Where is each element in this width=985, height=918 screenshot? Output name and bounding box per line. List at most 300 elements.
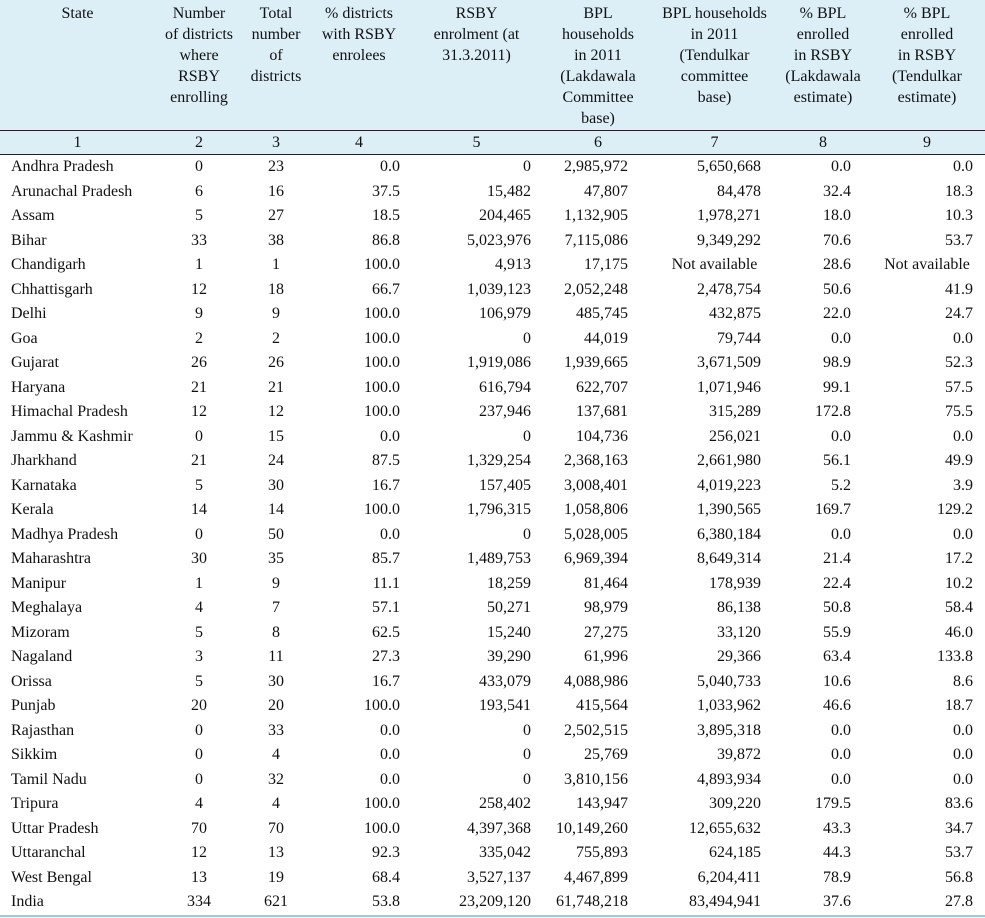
- column-header-line: number: [251, 26, 301, 43]
- table-cell: 24: [268, 452, 284, 470]
- state-name-cell: Kerala: [11, 501, 54, 519]
- table-cell: 8: [272, 623, 280, 641]
- table-cell: 5: [195, 476, 203, 494]
- table-cell: 83.6: [945, 795, 973, 813]
- table-cell: 84,478: [717, 182, 761, 200]
- table-cell: Not available: [671, 256, 758, 274]
- table-cell: 0: [523, 329, 531, 347]
- table-cell: 37.6: [777, 890, 869, 916]
- table-cell: 133.8: [937, 648, 973, 666]
- table-row: [0, 670, 985, 695]
- table-cell: 39,290: [487, 648, 531, 666]
- table-cell: 4: [272, 795, 280, 813]
- table-cell: 92.3: [372, 844, 400, 862]
- table-cell: 9,349,292: [697, 231, 761, 249]
- table-cell: 0: [195, 158, 203, 176]
- table-header: [0, 0, 985, 155]
- table-cell: 16.7: [372, 476, 400, 494]
- table-cell: 6,204,411: [697, 868, 761, 886]
- table-cell: 5: [195, 207, 203, 225]
- state-name-cell: Gujarat: [11, 354, 59, 372]
- column-number-row: [0, 131, 985, 155]
- table-cell: 29,366: [717, 648, 761, 666]
- column-header-line: % districts: [325, 5, 393, 22]
- state-name-cell: Rajasthan: [11, 721, 75, 739]
- table-cell: 70.6: [823, 231, 851, 249]
- table-cell: 61,748,218: [544, 890, 652, 916]
- table-cell: 0.0: [380, 746, 400, 764]
- table-row: [0, 621, 985, 646]
- table-cell: 2,661,980: [697, 452, 761, 470]
- table-cell: 4,913: [495, 256, 531, 274]
- table-cell: 30: [268, 672, 284, 690]
- table-cell: 50: [268, 525, 284, 543]
- table-cell: 4,397,368: [467, 819, 531, 837]
- table-cell: 32.4: [823, 182, 851, 200]
- table-cell: 5,023,976: [467, 231, 531, 249]
- table-cell: 2,368,163: [564, 452, 628, 470]
- table-cell: 433,079: [479, 672, 531, 690]
- table-row: [0, 547, 985, 572]
- state-name-cell: Orissa: [11, 672, 52, 690]
- table-cell: 3,895,318: [697, 721, 761, 739]
- table-cell: 0.0: [831, 427, 851, 445]
- table-cell: 485,745: [576, 305, 628, 323]
- table-cell: 68.4: [372, 868, 400, 886]
- table-cell: 10.3: [945, 207, 973, 225]
- table-cell: 39,872: [717, 746, 761, 764]
- table-cell: 315,289: [709, 403, 761, 421]
- table-cell: 1,033,962: [697, 697, 761, 715]
- table-cell: 0.0: [831, 746, 851, 764]
- table-cell: 309,220: [709, 795, 761, 813]
- table-cell: 30: [191, 550, 207, 568]
- table-body: [0, 155, 985, 916]
- table-cell: 157,405: [479, 476, 531, 494]
- column-header-line: (Tendulkar: [679, 47, 750, 64]
- table-cell: 193,541: [479, 697, 531, 715]
- column-header-line: (Tendulkar: [892, 68, 962, 85]
- state-name-cell: Bihar: [11, 231, 47, 249]
- table-cell: 87.5: [372, 452, 400, 470]
- table-row: [0, 155, 985, 180]
- column-header-line: of: [269, 47, 283, 64]
- table-cell: 0.0: [953, 158, 973, 176]
- table-cell: 4,893,934: [697, 770, 761, 788]
- table-cell: 46.6: [823, 697, 851, 715]
- table-cell: 70: [268, 819, 284, 837]
- column-header-7: [652, 0, 777, 131]
- table-cell: 17.2: [945, 550, 973, 568]
- table-cell: 1,132,905: [564, 207, 628, 225]
- table-cell: 0.0: [953, 770, 973, 788]
- table-cell: 21: [191, 452, 207, 470]
- table-cell: 1,329,254: [467, 452, 531, 470]
- table-cell: 14: [268, 501, 284, 519]
- table-cell: 256,021: [709, 427, 761, 445]
- table-cell: 5,040,733: [697, 672, 761, 690]
- table-cell: 47,807: [584, 182, 628, 200]
- table-row: [0, 376, 985, 401]
- table-cell: 34.7: [945, 819, 973, 837]
- table-cell: 0: [523, 158, 531, 176]
- table-cell: 11: [268, 648, 284, 666]
- state-name-cell: Manipur: [11, 574, 67, 592]
- table-cell: 52.3: [945, 354, 973, 372]
- table-cell: 616,794: [479, 378, 531, 396]
- table-cell: 16: [268, 182, 284, 200]
- table-cell: 100.0: [364, 819, 400, 837]
- table-cell: 3,671,509: [697, 354, 761, 372]
- table-cell: 79,744: [717, 329, 761, 347]
- state-name-cell: Uttar Pradesh: [11, 819, 99, 837]
- table-cell: 10,149,260: [556, 819, 628, 837]
- table-row: [0, 694, 985, 719]
- table-row: [0, 596, 985, 621]
- table-cell: 50.8: [823, 599, 851, 617]
- table-row: [0, 204, 985, 229]
- state-name-cell: Maharashtra: [11, 550, 91, 568]
- state-name-cell: Karnataka: [11, 476, 77, 494]
- state-name-cell: Mizoram: [11, 623, 70, 641]
- table-row: [0, 743, 985, 768]
- table-cell: 1,489,753: [467, 550, 531, 568]
- table-cell: 46.0: [945, 623, 973, 641]
- state-name-cell: India: [0, 890, 155, 916]
- table-cell: 0: [523, 770, 531, 788]
- table-row: [0, 792, 985, 817]
- table-cell: 99.1: [823, 378, 851, 396]
- state-name-cell: Assam: [11, 207, 55, 225]
- column-header-line: RSBY: [455, 5, 498, 22]
- table-cell: 335,042: [479, 844, 531, 862]
- table-cell: 5: [195, 623, 203, 641]
- table-cell: 178,939: [709, 574, 761, 592]
- table-cell: 85.7: [372, 550, 400, 568]
- table-cell: 20: [191, 697, 207, 715]
- column-header-line: RSBY: [178, 68, 220, 85]
- table-cell: 0: [195, 427, 203, 445]
- table-cell: 0.0: [831, 525, 851, 543]
- table-row: [0, 719, 985, 744]
- table-cell: 100.0: [364, 501, 400, 519]
- table-cell: 0: [523, 721, 531, 739]
- table-cell: 5,028,005: [564, 525, 628, 543]
- table-cell: 2: [195, 329, 203, 347]
- column-header-5: [409, 0, 544, 131]
- table-cell: 32: [268, 770, 284, 788]
- table-cell: 21: [191, 378, 207, 396]
- table-cell: 621: [243, 890, 309, 916]
- column-number-3: 3: [243, 131, 309, 155]
- table-cell: 172.8: [815, 403, 851, 421]
- table-cell: 98.9: [823, 354, 851, 372]
- state-name-cell: Goa: [11, 329, 38, 347]
- table-cell: 27: [268, 207, 284, 225]
- table-cell: 334: [155, 890, 243, 916]
- column-header-line: households: [562, 26, 634, 43]
- table-cell: 0: [523, 746, 531, 764]
- state-name-cell: West Bengal: [11, 868, 92, 886]
- table-cell: 25,769: [584, 746, 628, 764]
- state-name-cell: Haryana: [11, 378, 66, 396]
- table-cell: 12: [191, 844, 207, 862]
- column-header-9: [869, 0, 985, 131]
- table-cell: 1,039,123: [467, 280, 531, 298]
- table-cell: 432,875: [709, 305, 761, 323]
- table-cell: 70: [191, 819, 207, 837]
- table-cell: 17,175: [584, 256, 628, 274]
- column-header-line: in RSBY: [793, 47, 853, 64]
- table-row: [0, 474, 985, 499]
- table-cell: 624,185: [709, 844, 761, 862]
- table-cell: 0.0: [953, 525, 973, 543]
- state-name-cell: Punjab: [11, 697, 56, 715]
- table-cell: 0.0: [831, 721, 851, 739]
- table-cell: 143,947: [576, 795, 628, 813]
- column-header-line: Number: [172, 5, 226, 22]
- table-cell: 5: [195, 672, 203, 690]
- table-cell: 81,464: [584, 574, 628, 592]
- state-name-cell: Uttaranchal: [11, 844, 86, 862]
- table-cell: 58.4: [945, 599, 973, 617]
- table-cell: 0.0: [953, 721, 973, 739]
- column-header-line: Committee: [562, 89, 634, 106]
- column-header-line: estimate): [793, 89, 853, 106]
- table-cell: 204,465: [479, 207, 531, 225]
- table-cell: 57.1: [372, 599, 400, 617]
- total-row: [0, 890, 985, 916]
- table-row: [0, 327, 985, 352]
- column-header-8: [777, 0, 869, 131]
- table-cell: 1,796,315: [467, 501, 531, 519]
- table-cell: 6,380,184: [697, 525, 761, 543]
- table-cell: 100.0: [364, 329, 400, 347]
- table-cell: 258,402: [479, 795, 531, 813]
- table-cell: 33,120: [717, 623, 761, 641]
- table-cell: 2,985,972: [564, 158, 628, 176]
- table-cell: 27,275: [584, 623, 628, 641]
- table-cell: Not available: [884, 256, 970, 274]
- table-row: [0, 425, 985, 450]
- column-header-4: [309, 0, 409, 131]
- table-cell: 6,969,394: [564, 550, 628, 568]
- table-cell: 169.7: [815, 501, 851, 519]
- column-number-1: 1: [0, 131, 155, 155]
- column-header-2: [155, 0, 243, 131]
- table-cell: 12: [191, 280, 207, 298]
- column-header-line: BPL households: [662, 5, 767, 22]
- table-cell: 0: [195, 746, 203, 764]
- table-cell: 18.3: [945, 182, 973, 200]
- table-cell: 26: [268, 354, 284, 372]
- table-cell: 56.8: [945, 868, 973, 886]
- table-cell: 10.2: [945, 574, 973, 592]
- table-cell: 129.2: [937, 501, 973, 519]
- table-cell: 35: [268, 550, 284, 568]
- table-row: [0, 645, 985, 670]
- column-header-line: % BPL: [903, 5, 951, 22]
- table-cell: 9: [195, 305, 203, 323]
- state-name-cell: Tripura: [11, 795, 59, 813]
- table-cell: 2,052,248: [564, 280, 628, 298]
- table-cell: 50.6: [823, 280, 851, 298]
- header-row: [0, 0, 985, 131]
- table-row: [0, 229, 985, 254]
- table-cell: 63.4: [823, 648, 851, 666]
- table-row: [0, 768, 985, 793]
- table-cell: 1: [272, 256, 280, 274]
- table-row: [0, 302, 985, 327]
- column-header-line: (Lakdawala: [560, 68, 636, 85]
- table-cell: 44,019: [584, 329, 628, 347]
- table-row: [0, 449, 985, 474]
- table-cell: 53.7: [945, 231, 973, 249]
- column-header-line: with RSBY: [321, 26, 397, 43]
- table-cell: 4,088,986: [564, 672, 628, 690]
- table-cell: 23: [268, 158, 284, 176]
- column-header-line: in RSBY: [897, 47, 957, 64]
- table-row: [0, 278, 985, 303]
- table-cell: 100.0: [364, 795, 400, 813]
- table-cell: 44.3: [823, 844, 851, 862]
- table-cell: 3: [195, 648, 203, 666]
- table-cell: 100.0: [364, 697, 400, 715]
- table-cell: 50,271: [487, 599, 531, 617]
- table-cell: 755,893: [576, 844, 628, 862]
- table-cell: 4,019,223: [697, 476, 761, 494]
- table-cell: 66.7: [372, 280, 400, 298]
- table-cell: 20: [268, 697, 284, 715]
- table-cell: 100.0: [364, 256, 400, 274]
- table-cell: 83,494,941: [652, 890, 777, 916]
- table-cell: 11.1: [372, 574, 400, 592]
- state-name-cell: Chandigarh: [11, 256, 86, 274]
- table-cell: 4: [195, 599, 203, 617]
- table-cell: 18.7: [945, 697, 973, 715]
- table-cell: 86,138: [717, 599, 761, 617]
- column-header-line: % BPL: [799, 5, 847, 22]
- table-cell: 61,996: [584, 648, 628, 666]
- table-cell: 1,978,271: [697, 207, 761, 225]
- table-row: [0, 400, 985, 425]
- table-cell: 0.0: [831, 158, 851, 176]
- table-cell: 22.4: [823, 574, 851, 592]
- table-cell: 7: [272, 599, 280, 617]
- state-name-cell: Meghalaya: [11, 599, 83, 617]
- table-cell: 9: [272, 305, 280, 323]
- column-header-3: [243, 0, 309, 131]
- column-header-line: base): [697, 89, 732, 106]
- table-cell: 27.8: [869, 890, 985, 916]
- state-name-cell: Madhya Pradesh: [11, 525, 119, 543]
- table-cell: 1,919,086: [467, 354, 531, 372]
- table-cell: 13: [268, 844, 284, 862]
- table-cell: 57.5: [945, 378, 973, 396]
- column-header-line: base): [581, 110, 615, 127]
- table-cell: 0.0: [380, 525, 400, 543]
- table-cell: 15,482: [487, 182, 531, 200]
- table-cell: 75.5: [945, 403, 973, 421]
- table-cell: 22.0: [823, 305, 851, 323]
- column-number-7: 7: [652, 131, 777, 155]
- table-cell: 62.5: [372, 623, 400, 641]
- table-cell: 28.6: [823, 256, 851, 274]
- table-cell: 0: [523, 427, 531, 445]
- table-cell: 1,071,946: [697, 378, 761, 396]
- table-cell: 8,649,314: [697, 550, 761, 568]
- table-cell: 0: [195, 721, 203, 739]
- table-row: [0, 866, 985, 891]
- column-header-line: districts: [250, 68, 302, 85]
- table-cell: 18: [268, 280, 284, 298]
- state-name-cell: Sikkim: [11, 746, 58, 764]
- table-cell: 78.9: [823, 868, 851, 886]
- table-cell: 0.0: [953, 746, 973, 764]
- table-cell: 27.3: [372, 648, 400, 666]
- table-cell: 26: [191, 354, 207, 372]
- table-cell: 8.6: [953, 672, 973, 690]
- table-cell: 15,240: [487, 623, 531, 641]
- column-number-9: 9: [869, 131, 985, 155]
- table-cell: 237,946: [479, 403, 531, 421]
- state-name-cell: Andhra Pradesh: [11, 158, 114, 176]
- table-cell: 104,736: [576, 427, 628, 445]
- table-cell: 1,939,665: [564, 354, 628, 372]
- table-cell: 53.7: [945, 844, 973, 862]
- table-cell: 0: [523, 525, 531, 543]
- state-name-cell: Jharkhand: [11, 452, 77, 470]
- table-cell: 5,650,668: [697, 158, 761, 176]
- column-header-line: enrolled: [900, 26, 954, 43]
- state-name-cell: Himachal Pradesh: [11, 403, 128, 421]
- column-number-2: 2: [155, 131, 243, 155]
- table-cell: 5.2: [831, 476, 851, 494]
- column-header-line: committee: [680, 68, 749, 85]
- table-row: [0, 572, 985, 597]
- column-header-line: in 2011: [690, 26, 739, 43]
- table-cell: 2,478,754: [697, 280, 761, 298]
- table-cell: 30: [268, 476, 284, 494]
- table-cell: 0.0: [831, 329, 851, 347]
- table-cell: 100.0: [364, 378, 400, 396]
- table-cell: 415,564: [576, 697, 628, 715]
- table-cell: 33: [191, 231, 207, 249]
- table-cell: 0.0: [380, 721, 400, 739]
- column-header-line: in 2011: [574, 47, 622, 64]
- table-cell: 7,115,086: [564, 231, 628, 249]
- state-name-cell: Nagaland: [11, 648, 73, 666]
- table-cell: 19: [268, 868, 284, 886]
- table-cell: 1,058,806: [564, 501, 628, 519]
- table-cell: 3,810,156: [564, 770, 628, 788]
- table-cell: 9: [272, 574, 280, 592]
- table-cell: 18.5: [372, 207, 400, 225]
- table-cell: 4,467,899: [564, 868, 628, 886]
- table-cell: 0.0: [380, 427, 400, 445]
- table-cell: 18,259: [487, 574, 531, 592]
- table-cell: 56.1: [823, 452, 851, 470]
- table-cell: 12: [191, 403, 207, 421]
- table-cell: 0.0: [953, 427, 973, 445]
- table-cell: 100.0: [364, 305, 400, 323]
- table-cell: 41.9: [945, 280, 973, 298]
- table-cell: 0.0: [380, 770, 400, 788]
- table-row: [0, 351, 985, 376]
- table-row: [0, 498, 985, 523]
- table-cell: 98,979: [584, 599, 628, 617]
- column-header-line: enrolling: [170, 89, 228, 106]
